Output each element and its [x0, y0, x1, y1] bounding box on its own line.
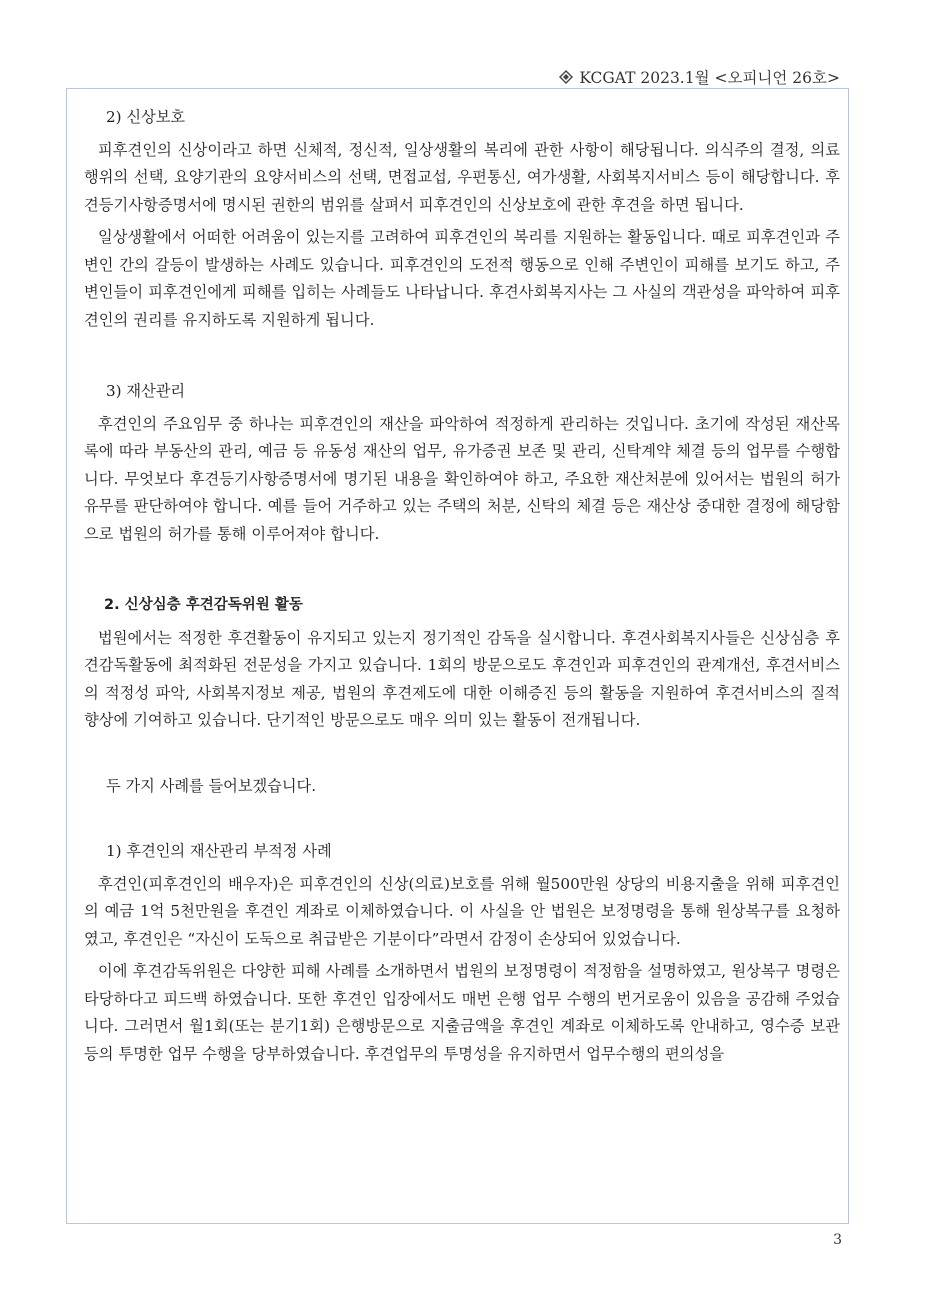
paragraph: 후견인의 주요임무 중 하나는 피후견인의 재산을 파악하여 적정하게 관리하는 것입니다. 초기에 작성된 재산목록에 따라 부동산의 관리, 예금 등 유동성 재산의 업무, 유가증권 보존 및 관리, 신탁계약 체결 등의 업무를 수행합니다. 무엇보다 후견등기사항증명서에 명기된 내용을 확인하여야 하고, 주요한 재산처분에 있어서는 법원의 허가 유무를 판단하여야 합니다. 예를 들어 거주하고 있는 주택의 처분, 신탁의 체결 등은 재산상 중대한 결정에 해당함으로 법원의 허가를 통해 이루어져야 합니다. — [84, 414, 840, 543]
section-title-personal-protection: 2) 신상보호 — [106, 108, 186, 126]
section-heading-supervision: 2. 신상심층 후견감독위원 활동 — [104, 597, 303, 613]
document-header — [559, 66, 840, 88]
document-body — [84, 104, 840, 1068]
paragraph: 일상생활에서 어떠한 어려움이 있는지를 고려하여 피후견인의 복리를 지원하는 활동입니다. 때로 피후견인과 주변인 간의 갈등이 발생하는 사례도 있습니다. 피후견인의 도전적 행동으로 인해 주변인이 피해를 보기도 하고, 주변인들이 피후견인에게 피해를 입히는 사례들도 나타납니다. 후견사회복지사는 그 사실의 객관성을 파악하여 피후견인의 권리를 유지하도록 지원하게 됩니다. — [84, 228, 840, 329]
paragraph: 이에 후견감독위원은 다양한 피해 사례를 소개하면서 법원의 보정명령이 적정함을 설명하였고, 원상복구 명령은 타당하다고 피드백 하였습니다. 또한 후견인 입장에서도 매번 은행 업무 수행의 번거로움이 있음을 공감해 주었습니다. 그러면서 월1회(또는 분기1회) 은행방문으로 지출금액을 후견인 계좌로 이체하도록 안내하고, 영수증 보관 등의 투명한 업무 수행을 당부하였습니다. 후견업무의 투명성을 유지하면서 업무수행의 편의성을 — [84, 962, 840, 1063]
paragraph: 피후견인의 신상이라고 하면 신체적, 정신적, 일상생활의 복리에 관한 사항이 해당됩니다. 의식주의 결정, 의료행위의 선택, 요양기관의 요양서비스의 선택, 면접교섭, 우편통신, 여가생활, 사회복지서비스 등이 해당합니다. 후견등기사항증명서에 명시된 권한의 범위를 살펴서 피후견인의 신상보호에 관한 후견을 하면 됩니다. — [84, 140, 840, 214]
section-title-property-management: 3) 재산관리 — [106, 382, 186, 400]
page-number: 3 — [833, 1232, 842, 1248]
paragraph: 법원에서는 적정한 후견활동이 유지되고 있는지 정기적인 감독을 실시합니다. 후견사회복지사들은 신상심층 후견감독활동에 최적화된 전문성을 가지고 있습니다. 1회의 방문으로도 후견인과 피후견인의 관계개선, 후견서비스의 적정성 파악, 사회복지정보 제공, 법원의 후견제도에 대한 이해증진 등의 활동을 지원하여 후견서비스의 질적 향상에 기여하고 있습니다. 단기적인 방문으로도 매우 의미 있는 활동이 전개됩니다. — [84, 628, 840, 729]
cases-intro: 두 가지 사례를 들어보겠습니다. — [106, 776, 317, 795]
paragraph: 후견인(피후견인의 배우자)은 피후견인의 신상(의료)보호를 위해 월500만원 상당의 비용지출을 위해 피후견인의 예금 1억 5천만원을 후견인 계좌로 이체하였습니다. 이 사실을 안 법원은 보정명령을 통해 원상복구를 요청하였고, 후견인은 “자신이 도둑으로 취급받은 기분이다”라면서 감정이 손상되어 있었습니다. — [84, 874, 840, 948]
header-text: KCGAT 2023.1월 <오피니언 26호> — [579, 69, 840, 87]
diamond-bullet-icon — [559, 70, 573, 84]
case-title-property-misuse: 1) 후견인의 재산관리 부적정 사례 — [106, 842, 332, 860]
